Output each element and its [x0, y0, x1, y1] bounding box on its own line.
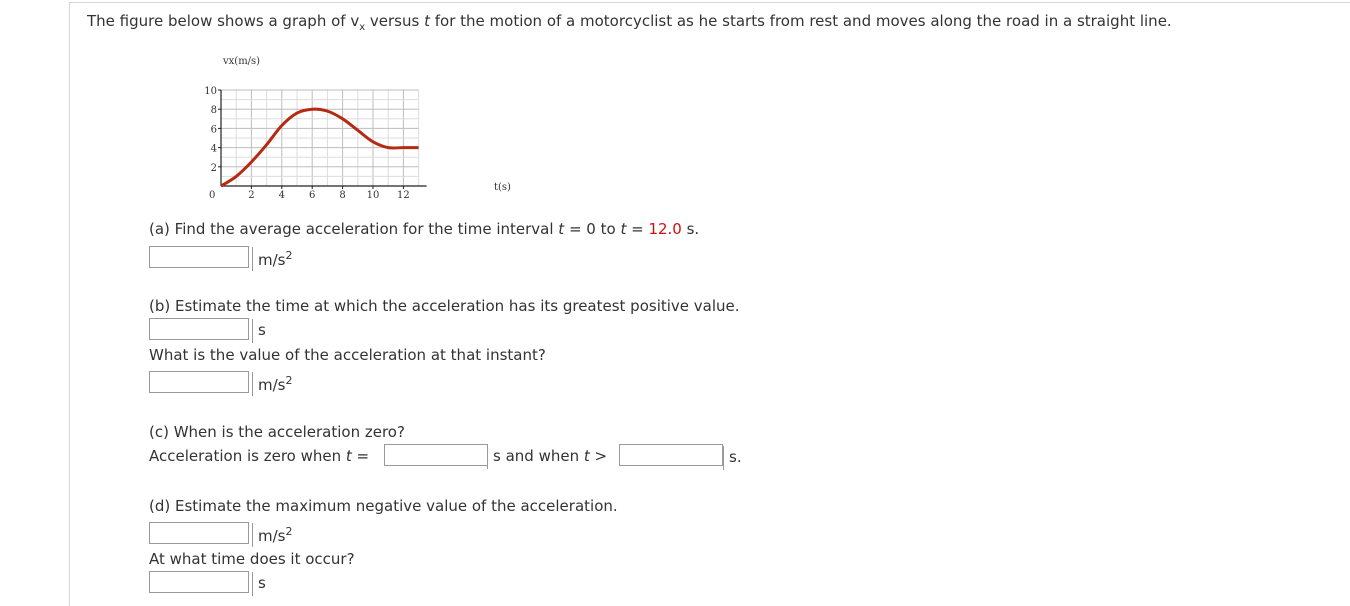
- answer-d-accel-input[interactable]: [149, 522, 249, 544]
- top-border: [70, 2, 1350, 3]
- y-tick-label: 8: [210, 105, 217, 117]
- x-tick-label: 8: [339, 190, 346, 201]
- answer-b-accel-input[interactable]: [149, 371, 249, 393]
- question-c: (c) When is the acceleration zero?: [149, 423, 405, 441]
- unit-a: $m/s^2$: [258, 249, 293, 269]
- unit-b1: s: [258, 321, 266, 339]
- question-d: (d) Estimate the maximum negative value of the acceleration.: [149, 497, 618, 515]
- answer-d-time-input[interactable]: [149, 571, 249, 593]
- question-c-line: Acceleration is zero when t =: [149, 447, 370, 465]
- x-tick-label: 4: [278, 190, 285, 201]
- y-tick-label: 4: [210, 143, 217, 155]
- velocity-time-graph: [190, 45, 530, 205]
- answer-c2-input[interactable]: [619, 444, 723, 466]
- x-tick-label: 0: [209, 190, 216, 201]
- y-tick-label: 10: [204, 86, 217, 97]
- answer-b-time-input[interactable]: [149, 318, 249, 340]
- unit-c2: s.: [729, 448, 742, 466]
- problem-intro: The figure below shows a graph of $v_x$ versus t for the motion of a motorcyclist as he starts from rest and moves along the road in a straight line.: [87, 12, 1172, 33]
- unit-b2: $m/s^2$: [258, 374, 293, 394]
- question-a: (a) Find the average acceleration for the time interval t = 0 to t = 12.0 s.: [149, 220, 700, 238]
- chart-grid: [221, 90, 419, 186]
- answer-c1-input[interactable]: [384, 444, 488, 466]
- x-axis-label: t(s): [494, 182, 511, 193]
- answer-a-input[interactable]: [149, 246, 249, 268]
- unit-d2: s: [258, 574, 266, 592]
- y-tick-label: 2: [210, 162, 217, 174]
- question-b: (b) Estimate the time at which the acceleration has its greatest positive value.: [149, 297, 740, 315]
- x-tick-label: 2: [248, 190, 255, 201]
- y-axis-label: vx(m/s): [223, 56, 261, 67]
- x-tick-label: 6: [309, 190, 316, 201]
- highlight-value: 12.0: [648, 220, 682, 238]
- unit-d1: $m/s^2$: [258, 525, 293, 545]
- x-tick-label: 10: [366, 190, 380, 201]
- unit-c1: s and when t >: [493, 447, 608, 465]
- question-b2: What is the value of the acceleration at that instant?: [149, 346, 546, 364]
- question-d2: At what time does it occur?: [149, 550, 355, 568]
- left-border: [69, 2, 70, 606]
- y-tick-label: 6: [210, 124, 217, 136]
- x-tick-label: 12: [397, 190, 410, 201]
